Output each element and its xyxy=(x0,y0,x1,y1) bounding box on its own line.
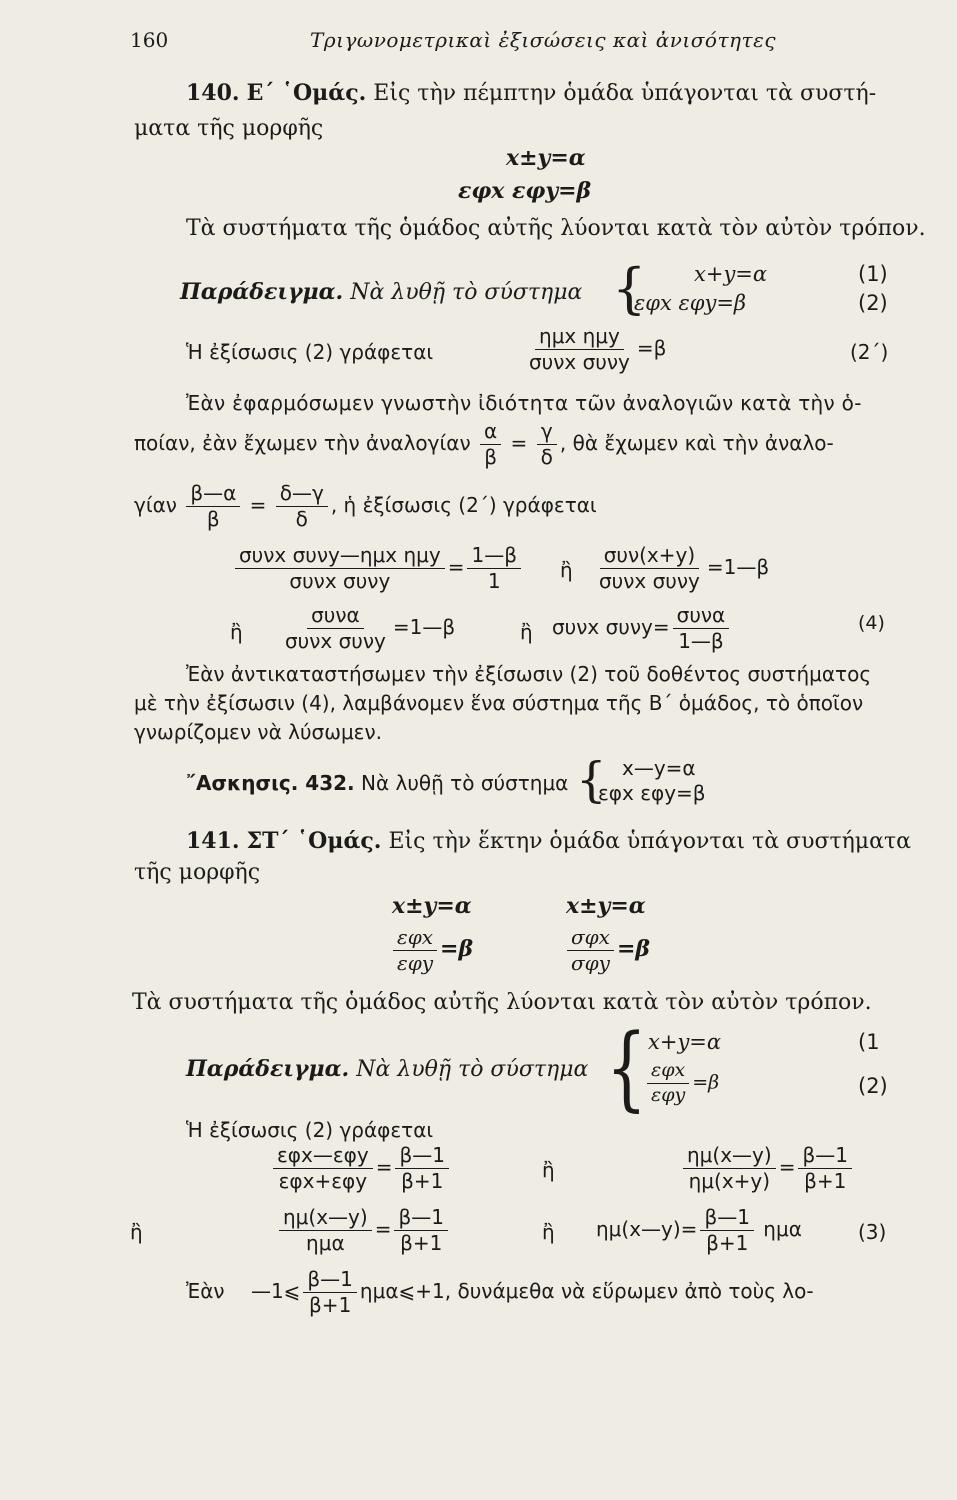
text: ποίαν, ἐὰν ἔχωμεν τὴν ἀναλογίαν xyxy=(134,431,471,455)
numerator: β—1 xyxy=(394,1206,448,1231)
denominator: β+1 xyxy=(309,1293,352,1317)
numerator: 1—β xyxy=(467,544,521,569)
system-brace: { xyxy=(606,1014,647,1121)
solve-note: Τὰ συστήματα τῆς ὁμάδος αὐτῆς λύονται κατὰ τὸν αὐτὸν τρόπον. xyxy=(132,990,872,1015)
fraction xyxy=(393,926,437,975)
numerator: β—1 xyxy=(303,1268,357,1293)
replace-line-2: μὲ τὴν ἐξίσωσιν (4), λαμβάνομεν ἕνα σύστημα τῆς Β΄ ὁμάδος, τὸ ὁποῖον xyxy=(134,691,864,715)
section-140-heading xyxy=(186,80,876,106)
example-140 xyxy=(180,279,582,305)
denominator: 1—β xyxy=(678,629,724,653)
section-141-heading xyxy=(186,828,911,854)
property-line-1: Ἐὰν ἐφαρμόσωμεν γνωστὴν ἰδιότητα τῶν ἀναλογιῶν κατὰ τὴν ὁ- xyxy=(186,391,862,415)
intro-text-cont: τῆς μορφῆς xyxy=(134,860,261,885)
section-number: 141. xyxy=(186,828,240,854)
form-1-frac xyxy=(390,926,473,975)
intro-text-cont: ματα τῆς μορφῆς xyxy=(134,116,324,141)
fraction xyxy=(279,1206,372,1255)
derivation-3 xyxy=(278,604,455,653)
exercise-432 xyxy=(186,771,568,795)
replace-line-1: Ἐὰν ἀντικαταστήσωμεν τὴν ἐξίσωσιν (2) τοῦ δοθέντος συστήματος xyxy=(186,662,872,686)
system-eq-1: x+y=α xyxy=(694,262,768,286)
denominator: εφx+εφy xyxy=(278,1169,368,1193)
example-text: Νὰ λυθῇ τὸ σύστημα xyxy=(356,1057,589,1082)
equals: = xyxy=(249,493,267,517)
tag-2-prime: (2΄) xyxy=(850,340,889,364)
fraction xyxy=(525,325,634,374)
fraction xyxy=(683,1144,776,1193)
solve-note: Τὰ συστήματα τῆς ὁμάδος αὐτῆς λύονται κατὰ τὸν αὐτὸν τρόπον. xyxy=(186,216,926,241)
last-line xyxy=(186,1268,814,1317)
numerator: συνα xyxy=(673,604,730,629)
equals: = xyxy=(375,1155,393,1179)
equals: = xyxy=(447,555,465,579)
denominator: β xyxy=(484,445,497,469)
fraction xyxy=(235,544,445,593)
property-line-3 xyxy=(134,482,597,531)
step-2 xyxy=(680,1144,855,1193)
or-3: ἢ xyxy=(520,620,533,644)
form-2-top: x±y=α xyxy=(566,893,646,919)
exercise-eq-1: x—y=α xyxy=(622,756,696,780)
fraction xyxy=(467,544,521,593)
text: , ἡ ἐξίσωσις (2΄) γράφεται xyxy=(330,493,597,517)
tag-1: (1 xyxy=(858,1030,880,1054)
derivation-2 xyxy=(592,544,769,593)
derivation-4 xyxy=(552,604,732,653)
fraction xyxy=(673,604,730,653)
denominator: β xyxy=(206,507,220,531)
tag-2: (2) xyxy=(858,1074,888,1098)
numerator: δ—γ xyxy=(276,482,328,507)
system-eq-2: εφx εφy=β xyxy=(634,291,747,315)
rhs: =β xyxy=(616,936,651,962)
denominator: εφy xyxy=(397,951,434,975)
system-eq-1: x+y=α xyxy=(648,1030,722,1054)
text: ημα⩽+1, δυνάμεθα νὰ εὕρωμεν ἀπὸ τοὺς λο- xyxy=(359,1279,814,1303)
fraction xyxy=(700,1206,754,1255)
text: γίαν xyxy=(134,493,177,517)
tag-3: (3) xyxy=(858,1220,887,1244)
fraction xyxy=(647,1060,689,1107)
numerator: εφx—εφy xyxy=(273,1144,373,1169)
equals: = xyxy=(510,431,528,455)
example-141 xyxy=(186,1056,588,1082)
denominator: β+1 xyxy=(706,1231,749,1255)
step-3 xyxy=(276,1206,451,1255)
denominator: β+1 xyxy=(400,1231,443,1255)
rhs: =1—β xyxy=(392,615,456,639)
numerator: εφx xyxy=(647,1060,689,1084)
exercise-brace: { xyxy=(576,752,607,808)
or-2: ἢ xyxy=(130,1220,143,1244)
numerator: ημ(x—y) xyxy=(683,1144,776,1169)
fraction xyxy=(798,1144,852,1193)
tag-4: (4) xyxy=(858,612,885,634)
derivation-1 xyxy=(232,544,524,593)
or-2: ἢ xyxy=(230,620,243,644)
tail: ημα xyxy=(763,1217,802,1241)
denominator: συνx συνy xyxy=(285,629,386,653)
form-1-top: x±y=α xyxy=(392,893,472,919)
replace-line-3: γνωρίζομεν νὰ λύσωμεν. xyxy=(134,720,383,744)
denominator: δ xyxy=(540,445,553,469)
example-text: Νὰ λυθῇ τὸ σύστημα xyxy=(350,280,583,305)
form-eq-1: x±y=α xyxy=(506,145,586,171)
equals: = xyxy=(374,1217,392,1241)
rhs: =β xyxy=(636,336,667,360)
denominator: δ xyxy=(295,507,308,531)
fraction xyxy=(595,544,704,593)
numerator: συνα xyxy=(307,604,364,629)
or-1: ἢ xyxy=(542,1158,555,1182)
or-1: ἢ xyxy=(560,558,573,582)
exercise-text: Νὰ λυθῇ τὸ σύστημα xyxy=(361,771,569,795)
tag-1: (1) xyxy=(858,262,888,286)
or-3: ἢ xyxy=(542,1220,555,1244)
fraction xyxy=(395,1144,449,1193)
numerator: συν(x+y) xyxy=(600,544,699,569)
fraction xyxy=(537,420,557,469)
intro-text: Εἰς τὴν ἕκτην ὁμάδα ὑπάγονται τὰ συστήματα xyxy=(388,829,911,854)
denominator: 1 xyxy=(487,569,501,593)
text: —1⩽ xyxy=(250,1279,301,1303)
denominator: συνx συνy xyxy=(599,569,700,593)
denominator: συνx συνy xyxy=(529,350,630,374)
step-4 xyxy=(596,1206,802,1255)
numerator: γ xyxy=(537,420,557,445)
rhs: =1—β xyxy=(706,555,770,579)
numerator: β—α xyxy=(186,482,240,507)
numerator: β—1 xyxy=(700,1206,754,1231)
form-eq-2: εφx εφy=β xyxy=(458,178,592,204)
property-line-2 xyxy=(134,420,834,469)
fraction xyxy=(273,1144,373,1193)
running-title: Τριγωνομετρικαὶ ἐξισώσεις καὶ ἀνισότητες xyxy=(310,28,777,52)
eq2-written-text: Ἡ ἐξίσωσις (2) γράφεται xyxy=(186,340,434,364)
eq2-written-text: Ἡ ἐξίσωσις (2) γράφεται xyxy=(186,1118,434,1142)
numerator: ημ(x—y) xyxy=(279,1206,372,1231)
numerator: ημx ημy xyxy=(535,325,624,350)
denominator: σφy xyxy=(571,951,610,975)
example-label: Παράδειγμα. xyxy=(180,279,344,305)
eq2p xyxy=(522,325,666,374)
rhs: =β xyxy=(440,936,474,962)
group-title: ΣΤ΄ ῾Ομάς. xyxy=(246,828,382,854)
fraction xyxy=(567,926,614,975)
section-number: 140. xyxy=(186,80,240,106)
rhs: =β xyxy=(692,1071,720,1094)
denominator: ημα xyxy=(306,1231,345,1255)
group-title: Ε΄ ῾Ομάς. xyxy=(246,80,367,106)
numerator: α xyxy=(480,420,501,445)
system-eq-2 xyxy=(644,1060,719,1107)
numerator: β—1 xyxy=(798,1144,852,1169)
system-brace: { xyxy=(612,257,647,320)
numerator: εφx xyxy=(393,926,437,951)
fraction xyxy=(480,420,501,469)
fraction xyxy=(394,1206,448,1255)
numerator: συνx συνy—ημx ημy xyxy=(235,544,445,569)
fraction xyxy=(303,1268,357,1317)
numerator: σφx xyxy=(567,926,614,951)
exercise-eq-2: εφx εφy=β xyxy=(598,781,706,805)
lhs: συνx συνy= xyxy=(552,615,670,639)
exercise-label: ῎Ασκησις. 432. xyxy=(186,771,355,795)
denominator: ημ(x+y) xyxy=(688,1169,771,1193)
intro-text: Εἰς τὴν πέμπτην ὁμάδα ὑπάγονται τὰ συστή- xyxy=(373,81,877,106)
fraction xyxy=(186,482,240,531)
step-1 xyxy=(270,1144,452,1193)
page-number: 160 xyxy=(130,28,169,52)
fraction xyxy=(281,604,390,653)
lhs: ημ(x—y)= xyxy=(596,1217,698,1241)
denominator: β+1 xyxy=(804,1169,847,1193)
numerator: β—1 xyxy=(395,1144,449,1169)
example-label: Παράδειγμα. xyxy=(186,1056,350,1082)
denominator: συνx συνy xyxy=(289,569,391,593)
text: Ἐὰν xyxy=(186,1279,225,1303)
tag-2: (2) xyxy=(858,291,888,315)
denominator: εφy xyxy=(651,1083,686,1106)
fraction xyxy=(276,482,328,531)
form-2-frac xyxy=(564,926,650,975)
equals: = xyxy=(778,1155,796,1179)
text: , θὰ ἔχωμεν καὶ τὴν ἀναλο- xyxy=(559,431,834,455)
denominator: β+1 xyxy=(401,1169,444,1193)
